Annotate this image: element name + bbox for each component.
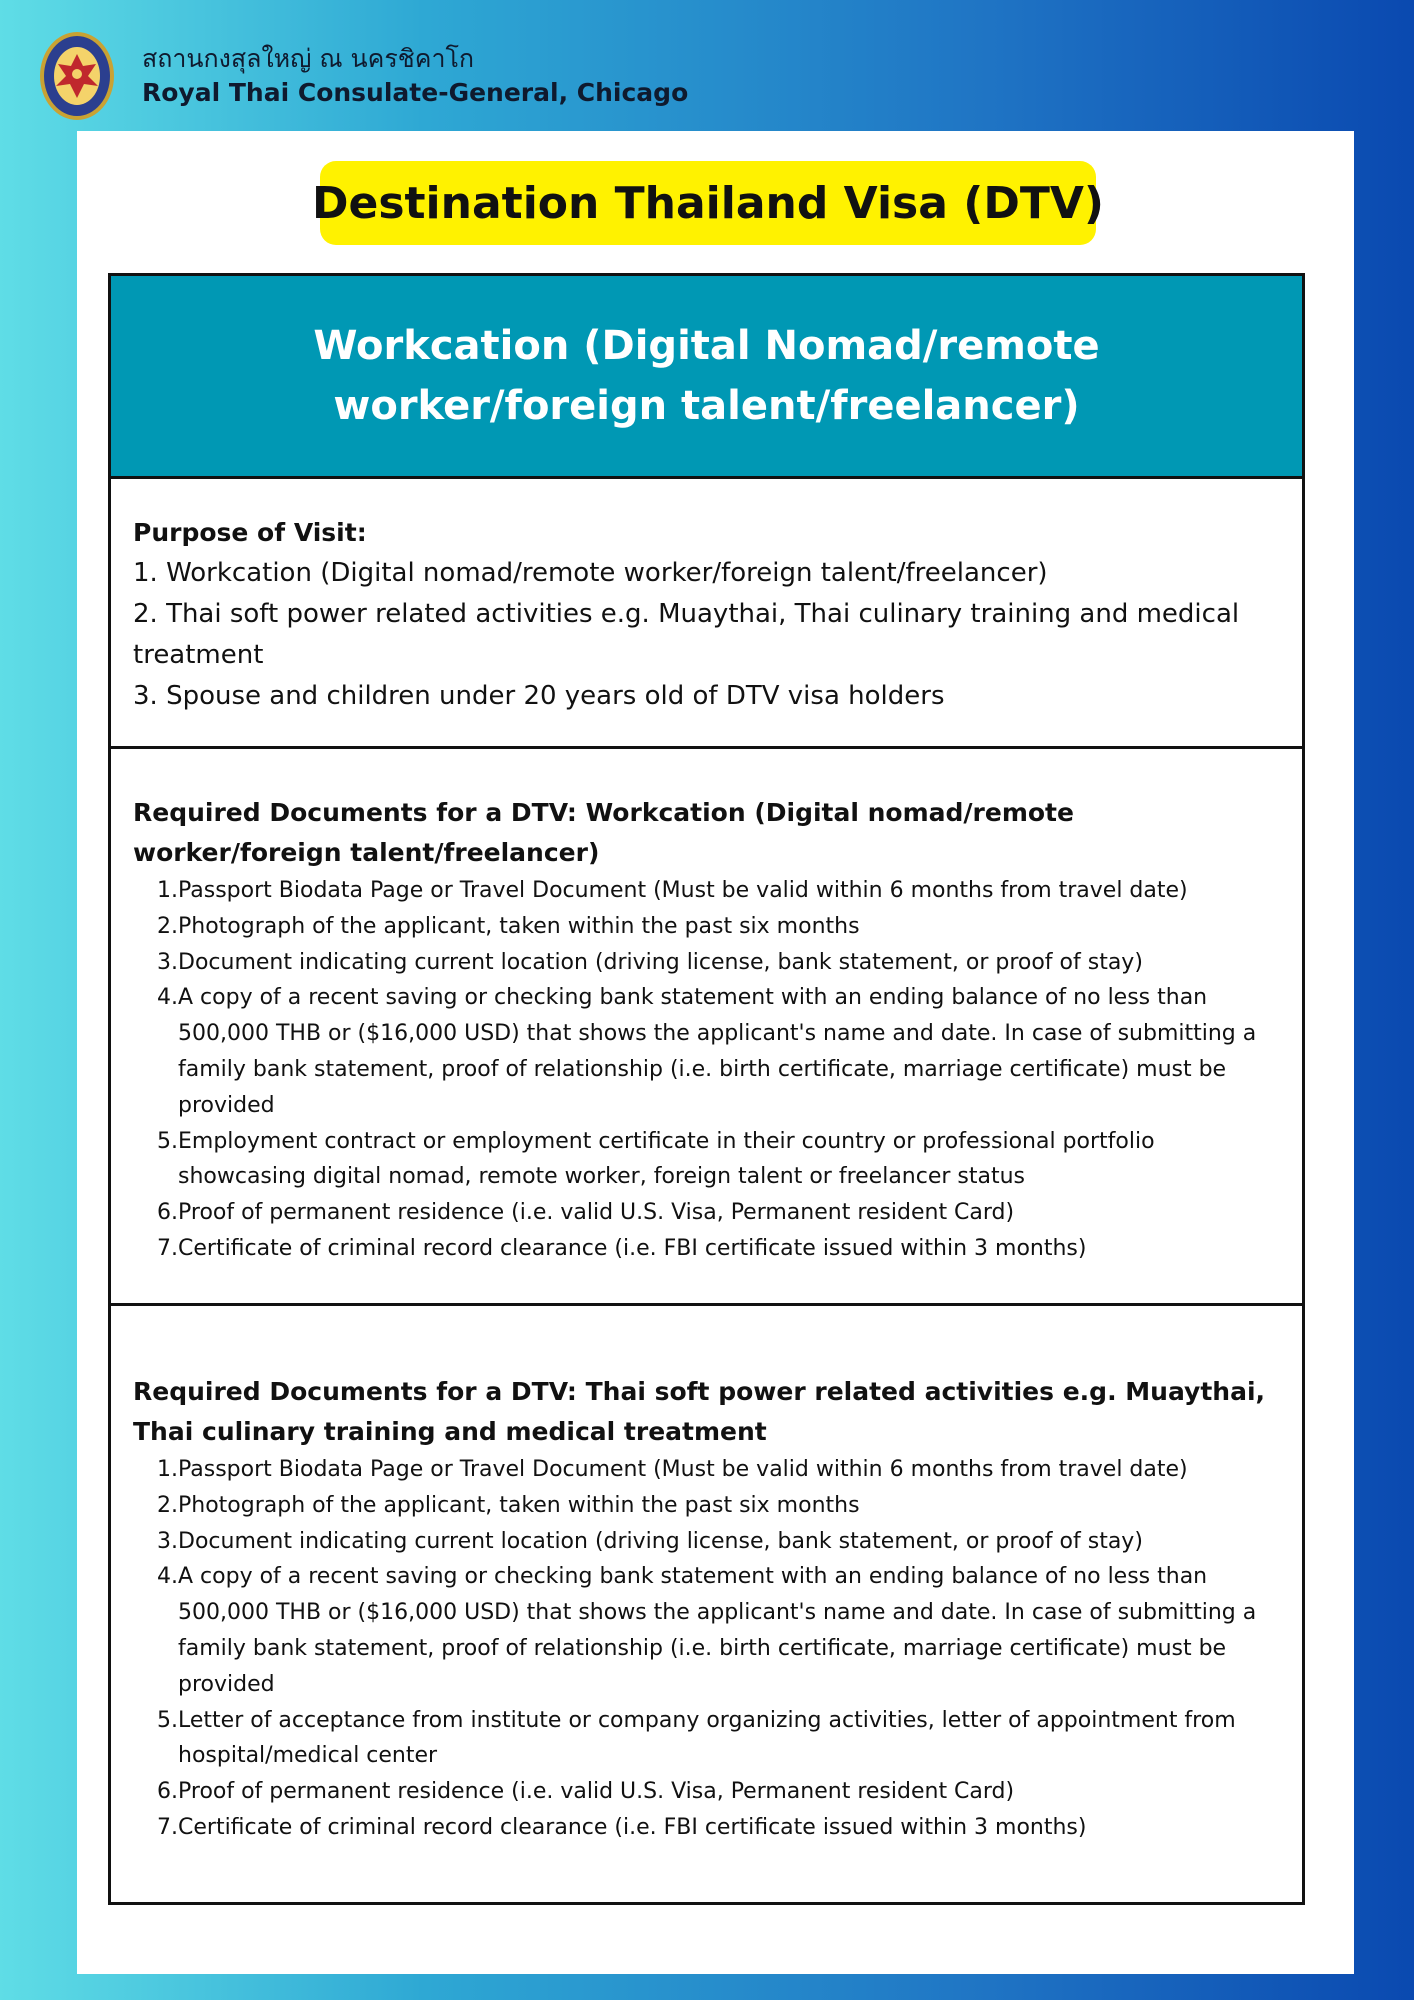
list-item bbox=[133, 945, 1280, 981]
purpose-heading: Purpose of Visit: bbox=[133, 518, 367, 547]
purpose-section bbox=[111, 479, 1302, 749]
item-text: Proof of permanent residence (i.e. valid U.S. Visa, Permanent resident Card) bbox=[178, 1779, 1015, 1805]
list-item bbox=[133, 1452, 1280, 1488]
item-number: 2. bbox=[157, 913, 178, 939]
content-card bbox=[77, 131, 1354, 1974]
item-text: Document indicating current location (driving license, bank statement, or proof of stay) bbox=[178, 1528, 1143, 1554]
item-number: 4. bbox=[157, 1564, 178, 1590]
list-item bbox=[133, 1231, 1280, 1267]
item-text: Photograph of the applicant, taken within the past six months bbox=[178, 913, 860, 939]
item-text: Photograph of the applicant, taken within the past six months bbox=[178, 1492, 860, 1518]
item-number: 7. bbox=[157, 1235, 178, 1261]
item-text: Passport Biodata Page or Travel Document (Must be valid within 6 months from travel date) bbox=[178, 1457, 1188, 1482]
workcation-documents-section bbox=[111, 749, 1302, 1306]
list-item bbox=[133, 1810, 1280, 1846]
category-banner-text: Workcation (Digital Nomad/remote worker/foreign talent/freelancer) bbox=[313, 323, 1100, 429]
item-number: 6. bbox=[157, 1200, 178, 1226]
list-item bbox=[133, 980, 1280, 1123]
item-number: 5. bbox=[157, 1128, 178, 1154]
item-number: 4. bbox=[157, 985, 178, 1011]
list-item bbox=[133, 873, 1280, 909]
list-item bbox=[133, 1524, 1280, 1560]
item-text: Employment contract or employment certificate in their country or professional portfolio showcasing digital nomad, remote worker, foreign talent or freelancer status bbox=[178, 1128, 1155, 1190]
purpose-item: 3. Spouse and children under 20 years old of DTV visa holders bbox=[133, 681, 945, 711]
header bbox=[38, 28, 688, 124]
page-title: Destination Thailand Visa (DTV) bbox=[311, 177, 1105, 229]
title-highlight bbox=[311, 161, 1105, 245]
item-number: 1. bbox=[157, 878, 178, 903]
item-number: 3. bbox=[157, 949, 178, 975]
soft-power-documents-heading: Required Documents for a DTV: Thai soft power related activities e.g. Muaythai, Thai culinary training and medical treatment bbox=[133, 1377, 1266, 1446]
purpose-item: 2. Thai soft power related activities e.g. Muaythai, Thai culinary training and medical treatment bbox=[133, 599, 1240, 670]
workcation-documents-list bbox=[133, 873, 1280, 1267]
list-item bbox=[133, 1703, 1280, 1775]
item-number: 2. bbox=[157, 1492, 178, 1518]
list-item bbox=[133, 909, 1280, 945]
item-text: A copy of a recent saving or checking bank statement with an ending balance of no less than 500,000 THB or ($16,000 USD) that shows the applicant's name and date. In case of submitting a family bank statement, proof of relationship (i.e. birth certificate, marriage certificate) must be provided bbox=[178, 985, 1257, 1118]
soft-power-documents-list bbox=[133, 1452, 1280, 1846]
workcation-documents-heading: Required Documents for a DTV: Workcation (Digital nomad/remote worker/foreign talent/freelancer) bbox=[133, 798, 1074, 867]
requirements-table bbox=[108, 273, 1305, 1905]
item-text: Document indicating current location (driving license, bank statement, or proof of stay) bbox=[178, 949, 1143, 975]
item-number: 7. bbox=[157, 1814, 178, 1840]
category-banner bbox=[111, 276, 1302, 479]
item-number: 5. bbox=[157, 1707, 178, 1733]
item-text: Certificate of criminal record clearance (i.e. FBI certificate issued within 3 months) bbox=[178, 1814, 1087, 1840]
item-number: 3. bbox=[157, 1528, 178, 1554]
item-text: Certificate of criminal record clearance (i.e. FBI certificate issued within 3 months) bbox=[178, 1235, 1087, 1261]
item-number: 1. bbox=[157, 1457, 178, 1482]
purpose-item: 1. Workcation (Digital nomad/remote worker/foreign talent/freelancer) bbox=[133, 558, 1048, 588]
list-item bbox=[133, 1124, 1280, 1196]
item-text: A copy of a recent saving or checking bank statement with an ending balance of no less than 500,000 THB or ($16,000 USD) that shows the applicant's name and date. In case of submitting a family bank statement, proof of relationship (i.e. birth certificate, marriage certificate) must be provided bbox=[178, 1564, 1257, 1697]
item-text: Passport Biodata Page or Travel Document (Must be valid within 6 months from travel date) bbox=[178, 878, 1188, 903]
list-item bbox=[133, 1774, 1280, 1810]
soft-power-documents-section bbox=[111, 1306, 1302, 1902]
item-text: Letter of acceptance from institute or company organizing activities, letter of appointment from hospital/medical center bbox=[178, 1707, 1236, 1769]
consulate-english-name: Royal Thai Consulate-General, Chicago bbox=[142, 78, 689, 107]
garuda-seal-icon bbox=[38, 30, 116, 122]
consulate-thai-name: สถานกงสุลใหญ่ ณ นครชิคาโก bbox=[142, 44, 475, 73]
list-item bbox=[133, 1559, 1280, 1702]
item-text: Proof of permanent residence (i.e. valid U.S. Visa, Permanent resident Card) bbox=[178, 1200, 1015, 1226]
list-item bbox=[133, 1195, 1280, 1231]
item-number: 6. bbox=[157, 1779, 178, 1805]
list-item bbox=[133, 1488, 1280, 1524]
